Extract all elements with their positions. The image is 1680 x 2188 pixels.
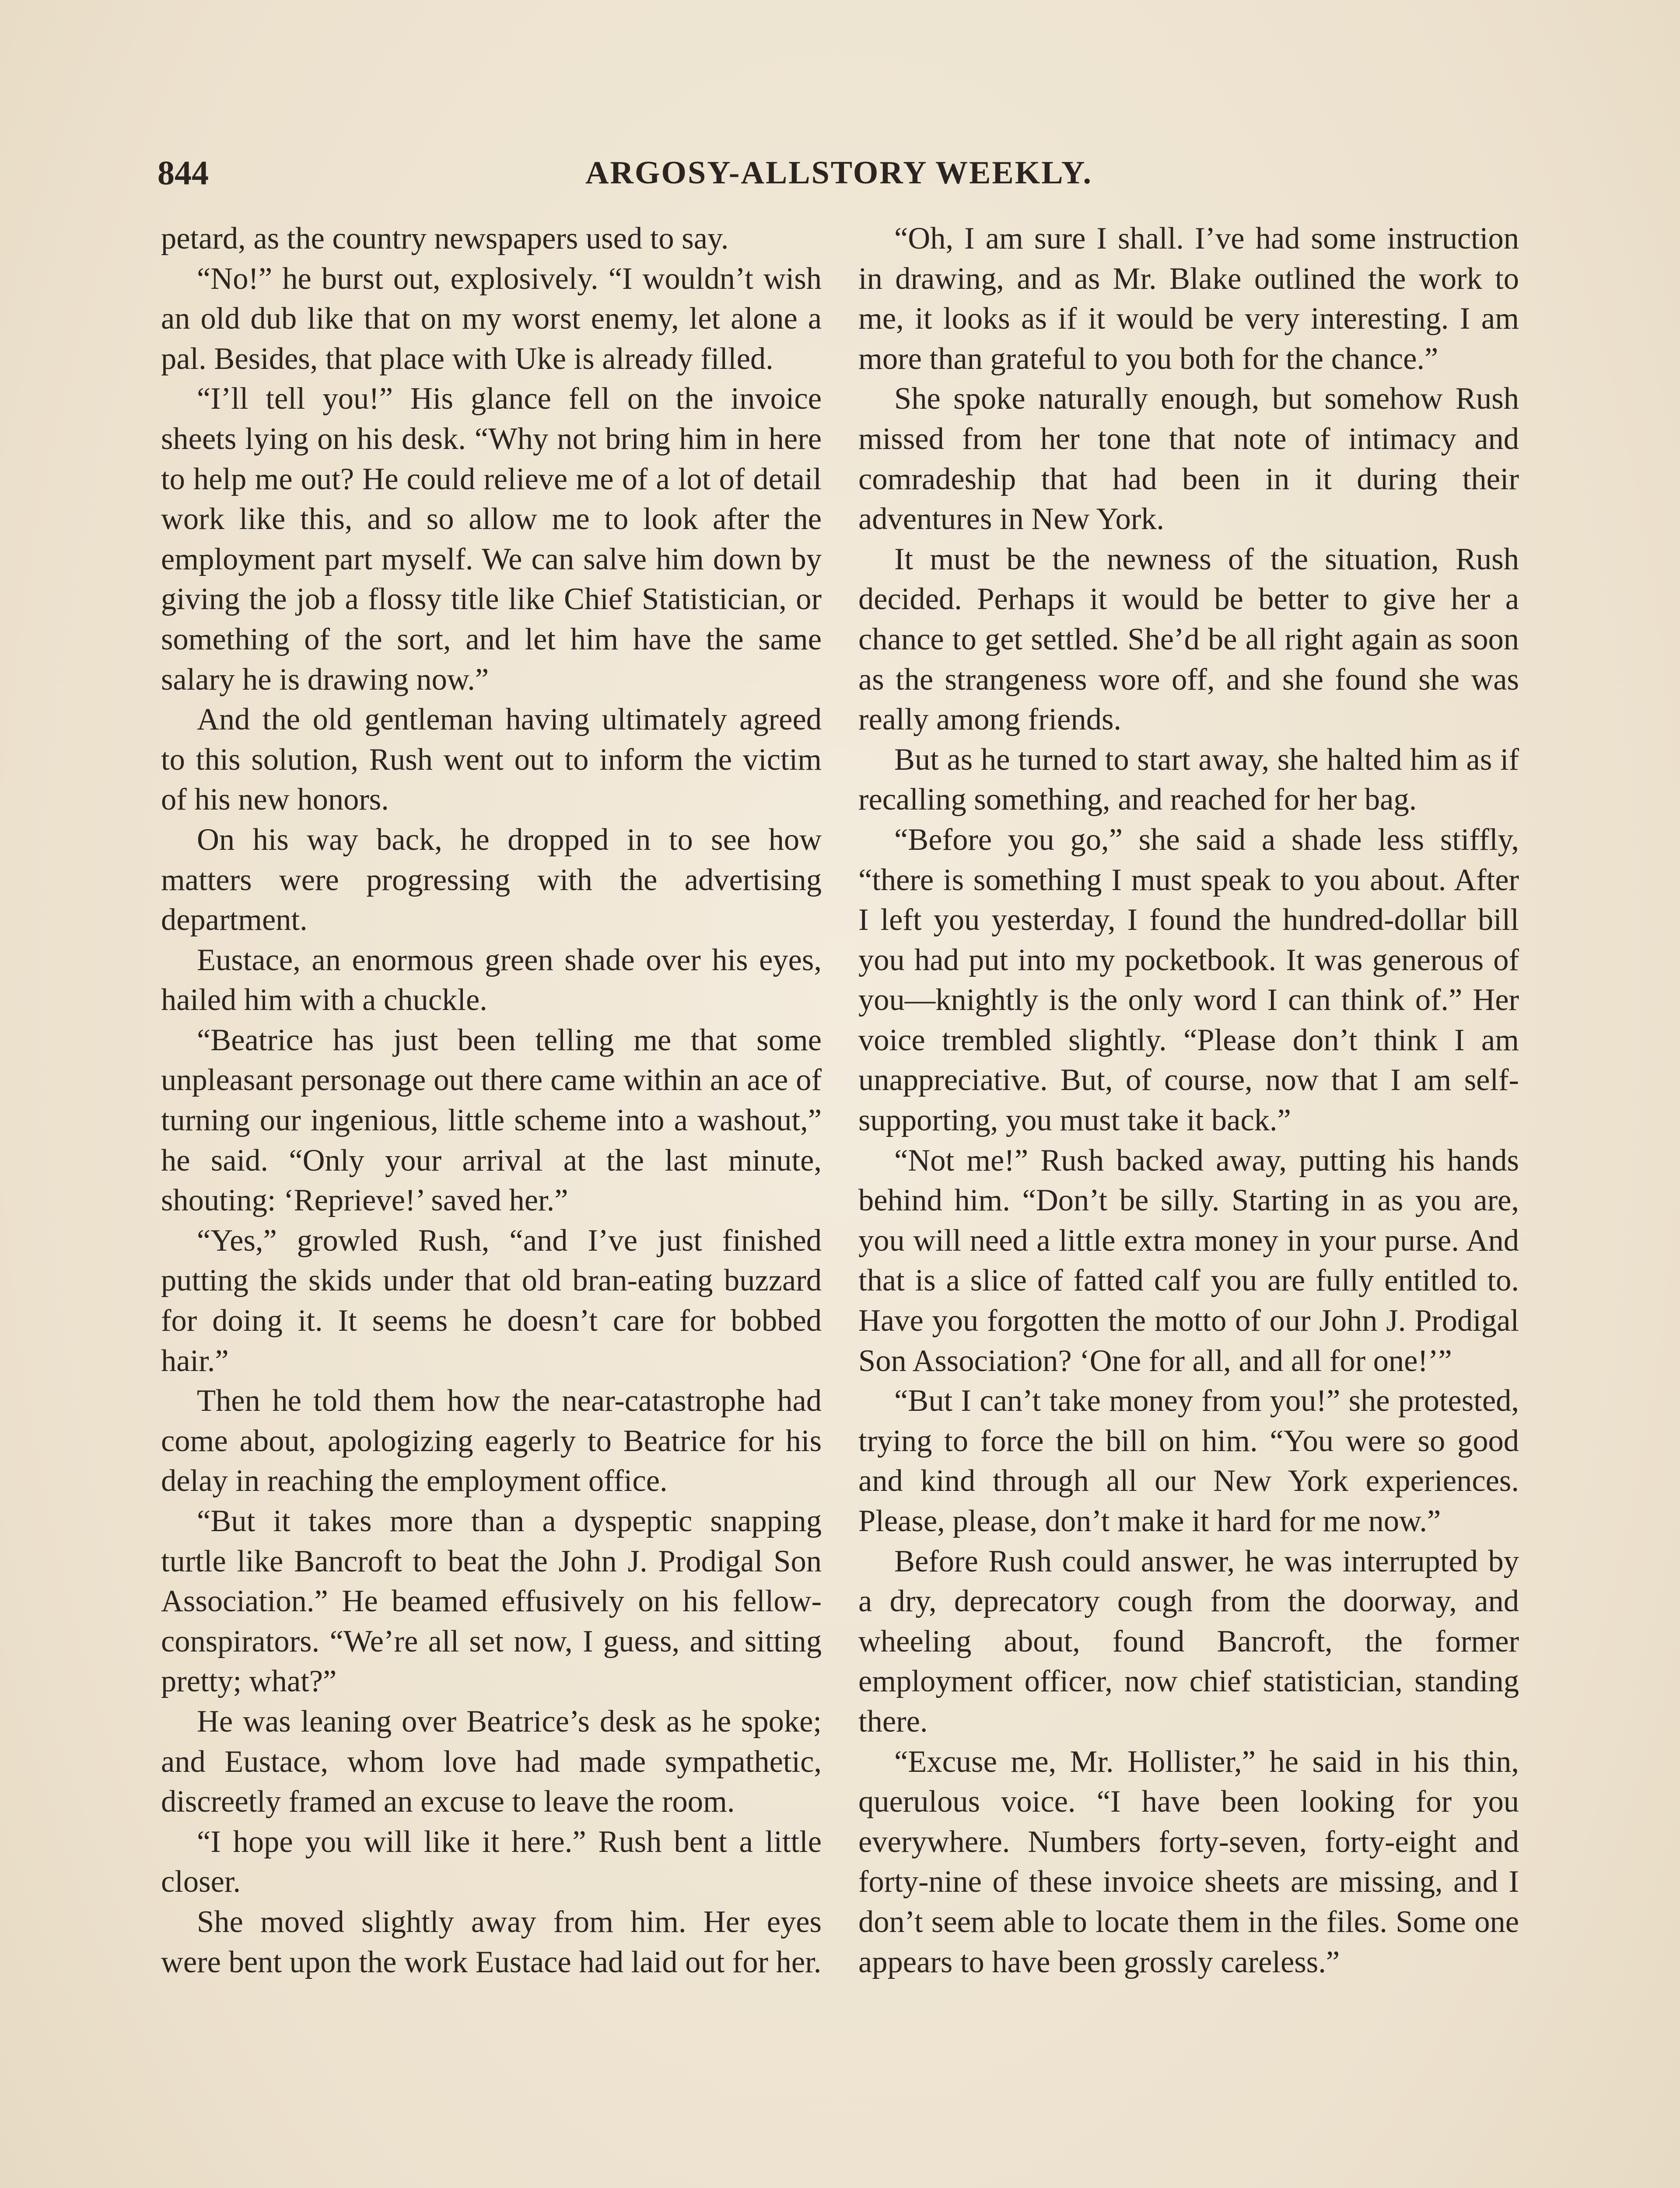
paragraph: “I’ll tell you!” His glance fell on the invoice sheets lying on his desk. “Why not bring him in here to help me out? He could relieve me of a lot of detail work like this, and so allow me to look after the employment part myself. We can salve him down by giving the job a flossy title like Chief Statistician, or something of the sort, and let him have the same salary he is drawing now.”	[161, 382, 822, 697]
running-title: ARGOSY-ALLSTORY WEEKLY.	[585, 155, 1093, 191]
right-column	[858, 219, 1519, 1982]
paragraph: “Not me!” Rush backed away, putting his hands behind him. “Don’t be silly. Starting in as you are, you will need a little extra money in your purse. And that is a slice of fatted calf you are fully entitled to. Have you forgotten the motto of our John J. Prodigal Son Association? ‘One for all, and all for one!’”	[858, 1143, 1519, 1378]
page-header	[158, 149, 1520, 197]
paragraph: Eustace, an enormous green shade over his eyes, hailed him with a chuckle.	[161, 943, 822, 1017]
page-number: 844	[158, 154, 209, 192]
paragraph: But as he turned to start away, she halted him as if recalling something, and reached for her bag.	[858, 742, 1519, 817]
paragraph: “I hope you will like it here.” Rush bent a little closer.	[161, 1824, 822, 1899]
paragraph: “Excuse me, Mr. Hollister,” he said in his thin, querulous voice. “I have been looking for you everywhere. Numbers forty-seven, forty-eight and forty-nine of these invoice sheets are missing, and I don’t seem able to locate them in the files. Some one appears to have been grossly careless.”	[858, 1744, 1519, 1979]
paragraph: “Oh, I am sure I shall. I’ve had some instruction in drawing, and as Mr. Blake outlined the work to me, it looks as if it would be very interesting. I am more than grateful to you both for the chance.”	[858, 221, 1519, 376]
paragraph: “But it takes more than a dyspeptic snapping turtle like Bancroft to beat the John J. Prodigal Son Association.” He beamed effusively on his fellow-conspirators. “We’re all set now, I guess, and sitting pretty; what?”	[161, 1504, 822, 1699]
paragraph: “Yes,” growled Rush, “and I’ve just finished putting the skids under that old bran-eating buzzard for doing it. It seems he doesn’t care for bobbed hair.”	[161, 1223, 822, 1378]
paragraph: On his way back, he dropped in to see how matters were progressing with the advertising department.	[161, 822, 822, 937]
paragraph: It must be the newness of the situation, Rush decided. Perhaps it would be better to give her a chance to get settled. She’d be all right again as soon as the strangeness wore off, and she found she was really among friends.	[858, 542, 1519, 737]
paragraph: “Beatrice has just been telling me that some unpleasant personage out there came within an ace of turning our ingenious, little scheme into a washout,” he said. “Only your arrival at the last minute, shouting: ‘Reprieve!’ saved her.”	[161, 1023, 822, 1218]
paragraph: Then he told them how the near-catastrophe had come about, apologizing eagerly to Beatrice for his delay in reaching the employment office.	[161, 1384, 822, 1498]
paragraph: “Before you go,” she said a shade less stiffly, “there is something I must speak to you about. After I left you yesterday, I found the hundred-dollar bill you had put into my pocketbook. It was generous of you—knightly is the only word I can think of.” Her voice trembled slightly. “Please don’t think I am unappreciative. But, of course, now that I am self-supporting, you must take it back.”	[858, 822, 1519, 1138]
paragraph: She moved slightly away from him. Her eyes were bent upon the work Eustace had laid out for her.	[161, 1904, 822, 1979]
paragraph: Before Rush could answer, he was interrupted by a dry, deprecatory cough from the doorway, and wheeling about, found Bancroft, the former employment officer, now chief statistician, standing there.	[858, 1544, 1519, 1739]
paragraph: He was leaning over Beatrice’s desk as he spoke; and Eustace, whom love had made sympathetic, discreetly framed an excuse to leave the room.	[161, 1704, 822, 1819]
paragraph: And the old gentleman having ultimately agreed to this solution, Rush went out to inform the victim of his new honors.	[161, 702, 822, 817]
paragraph: petard, as the country newspapers used to say.	[161, 221, 729, 256]
paragraph: “No!” he burst out, explosively. “I wouldn’t wish an old dub like that on my worst enemy, let alone a pal. Besides, that place with Uke is already filled.	[161, 261, 822, 376]
left-column	[161, 219, 822, 1982]
paragraph: “But I can’t take money from you!” she protested, trying to force the bill on him. “You were so good and kind through all our New York experiences. Please, please, don’t make it hard for me now.”	[858, 1384, 1519, 1538]
paragraph: She spoke naturally enough, but somehow Rush missed from her tone that note of intimacy and comradeship that had been in it during their adventures in New York.	[858, 382, 1519, 536]
